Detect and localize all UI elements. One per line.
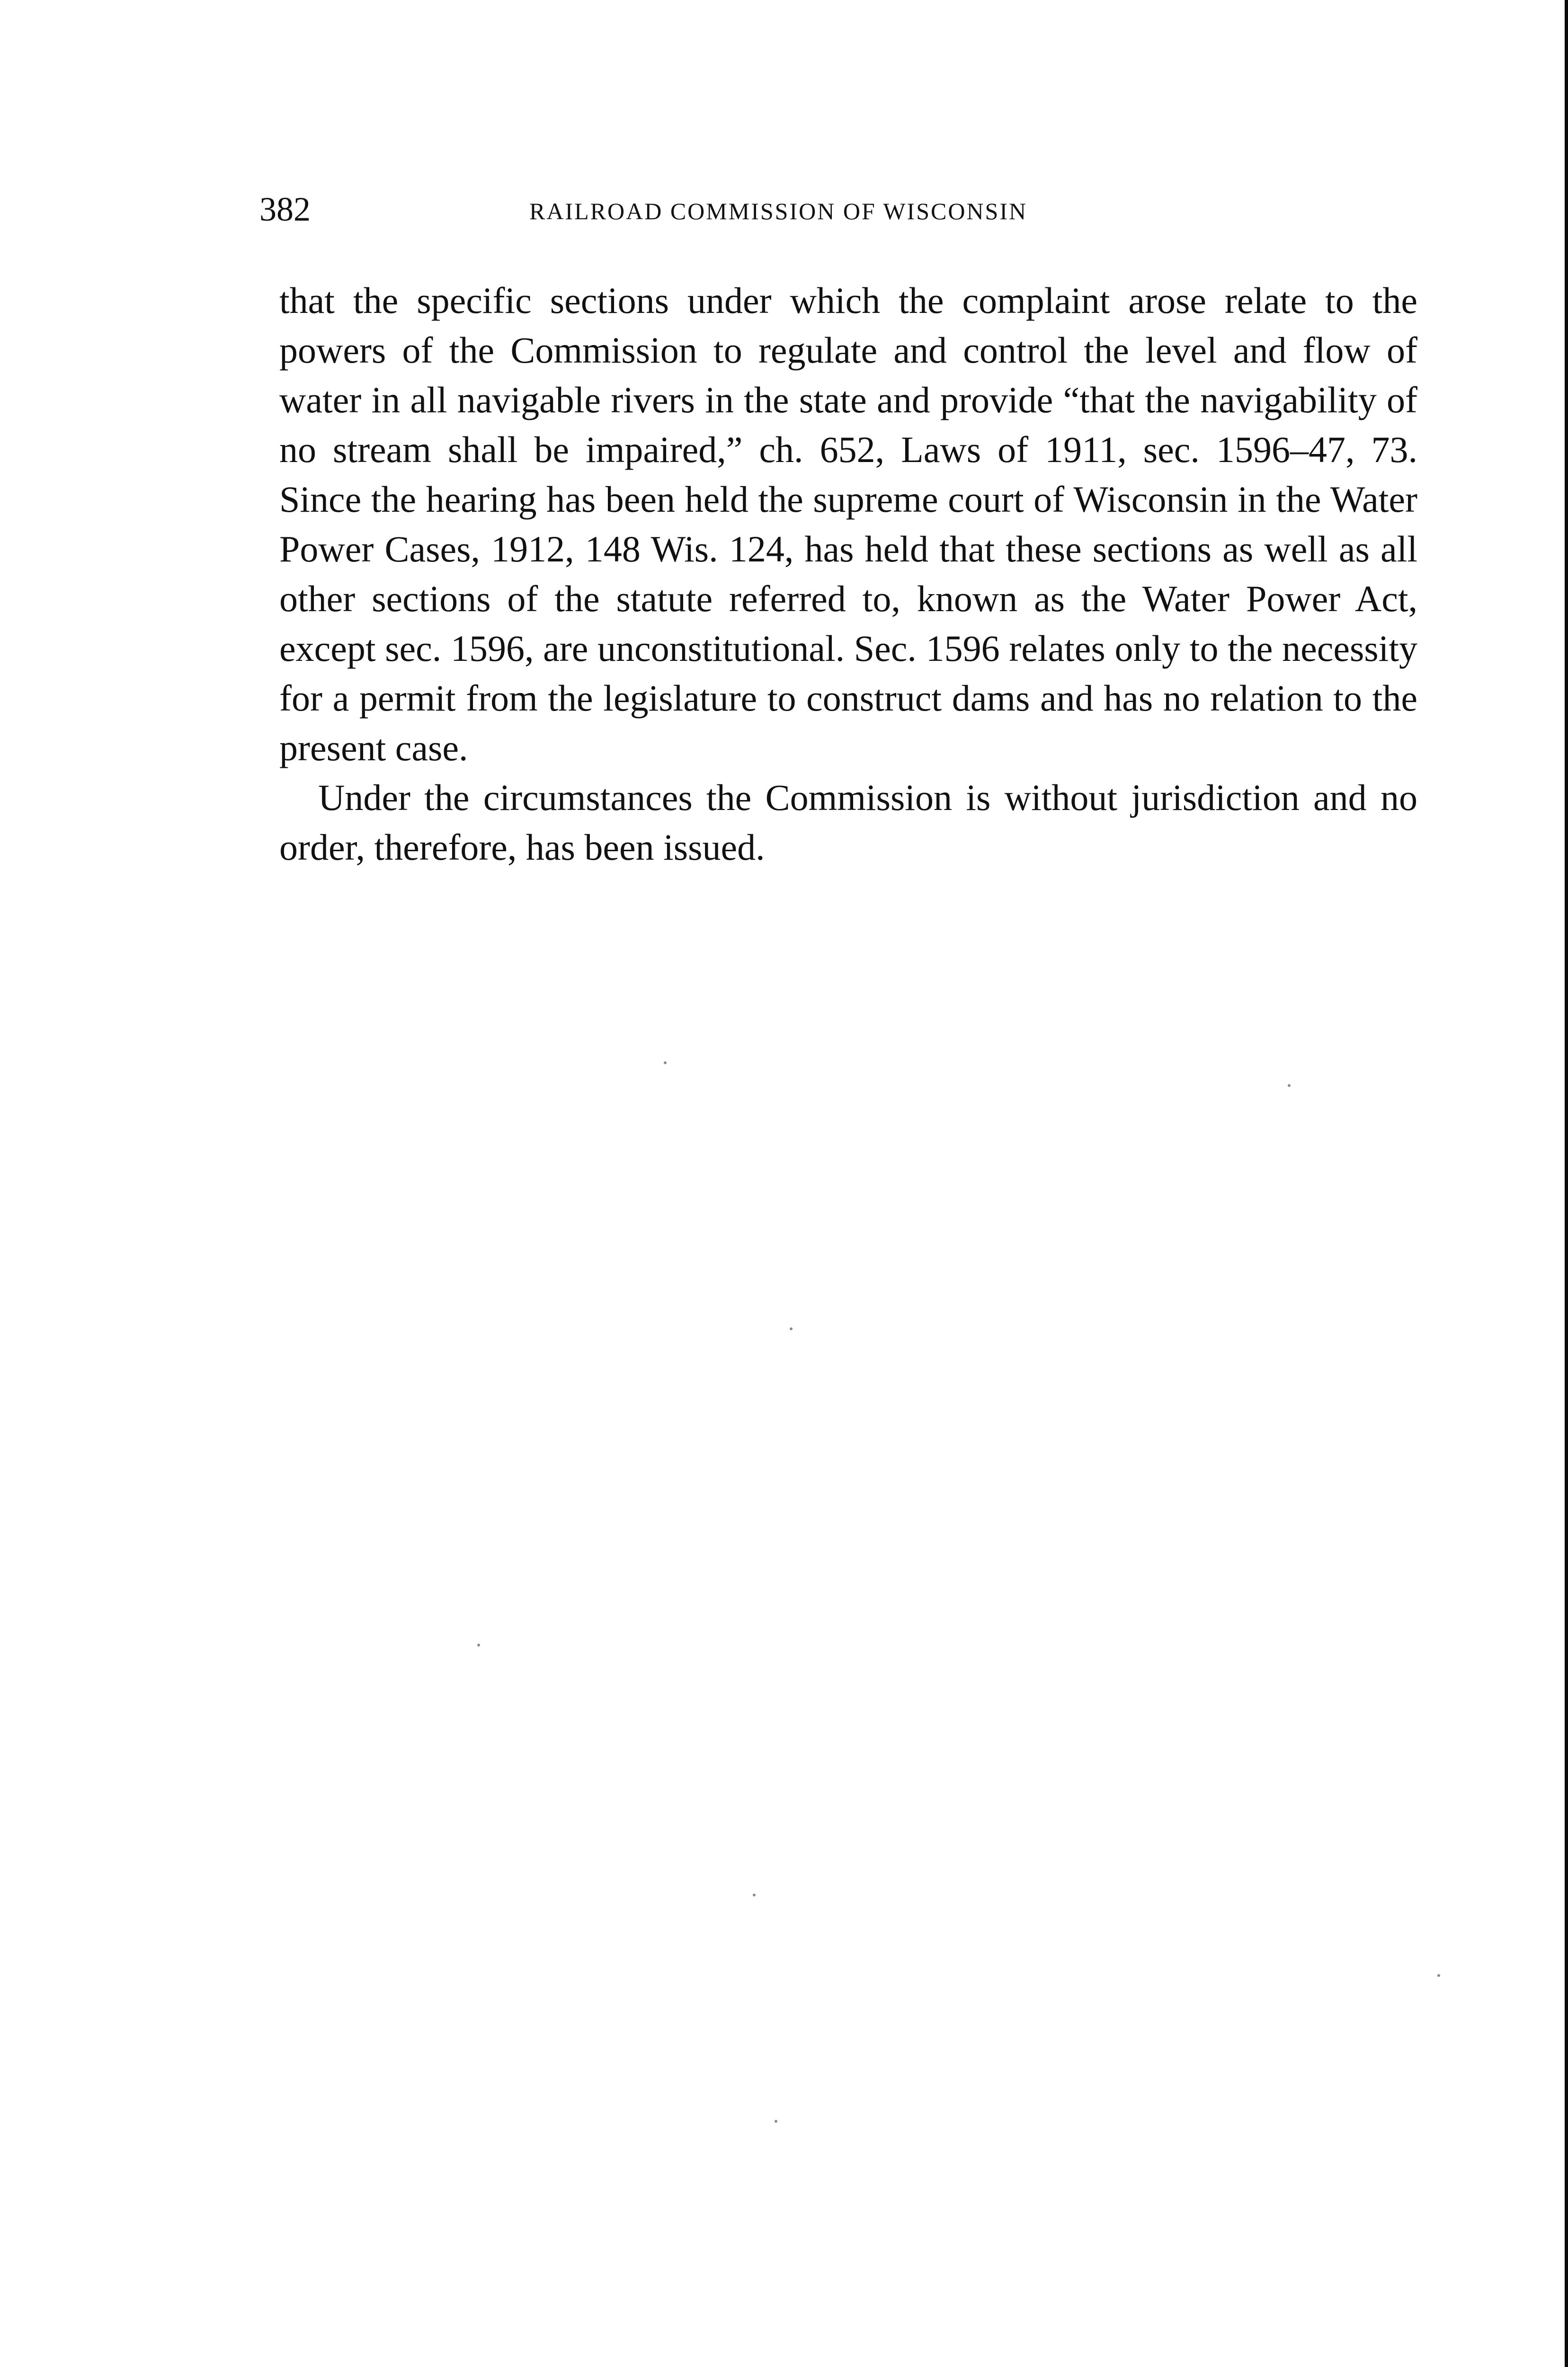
paragraph: Under the circumstances the Commission is without jurisdiction and no order, therefore, has been issued.: [279, 777, 1417, 868]
scan-speck: [664, 1061, 667, 1064]
scan-speck: [1288, 1084, 1291, 1087]
scan-border-right: [1565, 0, 1568, 2367]
scan-speck: [790, 1327, 793, 1330]
scan-speck: [477, 1644, 480, 1646]
body-text: [279, 276, 1417, 872]
paragraph: that the specific sections under which the complaint arose relate to the powers of the Commission to regulate and control the level and flow of water in all navigable rivers in the state and provide “that the navigability of no stream shall be impaired,” ch. 652, Laws of 1911, sec. 1596–47, 73. Since the hearing has been held the supreme court of Wisconsin in the Water Power Cases, 1912, 148 Wis. 124, has held that these sections as well as all other sections of the statute referred to, known as the Water Power Act, except sec. 1596, are unconstitutional. Sec. 1596 relates only to the necessity for a permit from the legislature to construct dams and has no relation to the present case.: [279, 280, 1417, 768]
scan-speck: [753, 1894, 756, 1896]
running-title: RAILROAD COMMISSION OF WISCONSIN: [529, 198, 1028, 224]
running-header: [259, 186, 1417, 233]
page-number: 382: [259, 190, 311, 228]
scan-speck: [775, 2120, 777, 2123]
scan-speck: [1437, 1974, 1440, 1977]
